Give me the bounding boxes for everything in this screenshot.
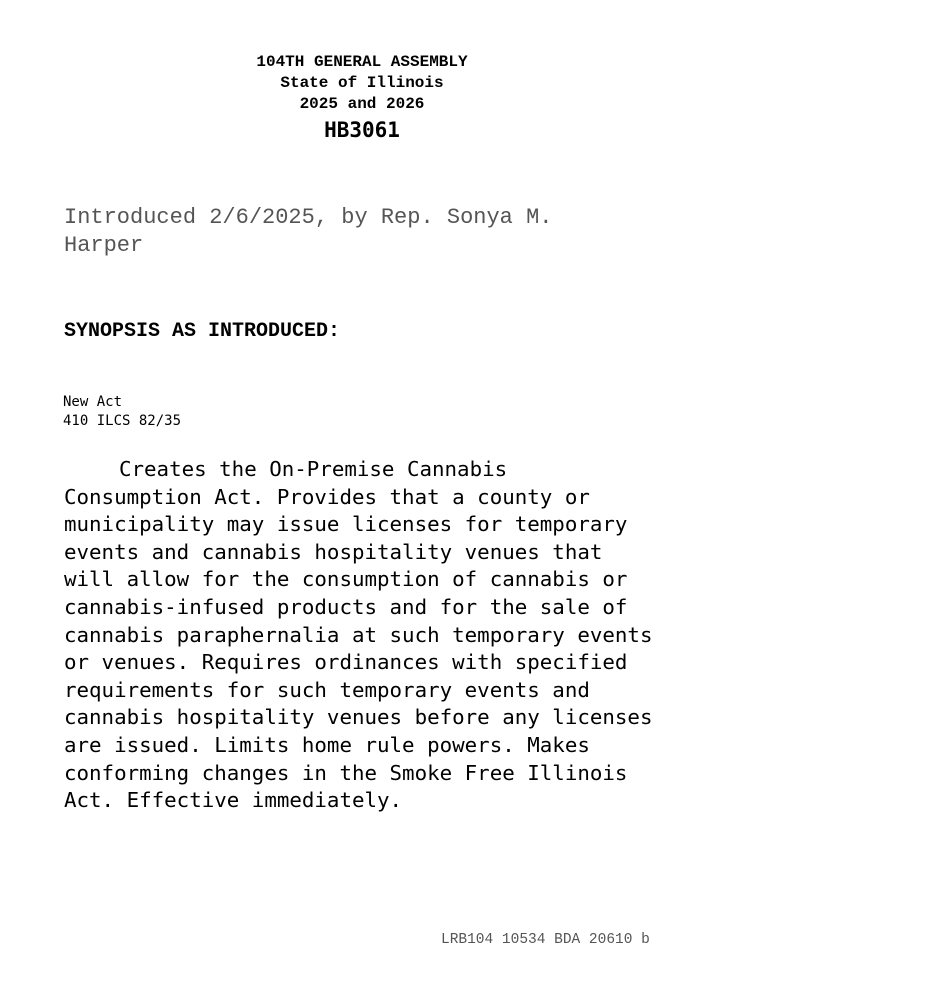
- synopsis-heading: SYNOPSIS AS INTRODUCED:: [64, 320, 341, 343]
- lrb-code: LRB104 10534 BDA 20610 b: [441, 932, 650, 948]
- introduced-line: Introduced 2/6/2025, by Rep. Sonya M. Harper: [64, 205, 553, 258]
- bill-number: HB3061: [324, 118, 400, 142]
- assembly-title: 104TH GENERAL ASSEMBLY: [256, 53, 468, 71]
- statute-list: [63, 393, 181, 431]
- synopsis-text: Creates the On-Premise Cannabis Consumption Act. Provides that a county or municipality may issue licenses for temporary events and cannabis hospitality venues that will allow for the consumption of cannabis or cannabis-infused products and for the sale of cannabis paraphernalia at such temporary events or venues. Requires ordinances with specified requirements for such temporary events and cannabis hospitality venues before any licenses are issued. Limits home rule powers. Makes conforming changes in the Smoke Free Illinois Act. Effective immediately.: [64, 457, 653, 813]
- session-years: 2025 and 2026: [299, 95, 425, 113]
- statute-citation: 410 ILCS 82/35: [63, 413, 182, 429]
- bill-header: [62, 52, 662, 145]
- state-name: State of Illinois: [280, 74, 444, 92]
- statute-new-act: New Act: [63, 394, 123, 410]
